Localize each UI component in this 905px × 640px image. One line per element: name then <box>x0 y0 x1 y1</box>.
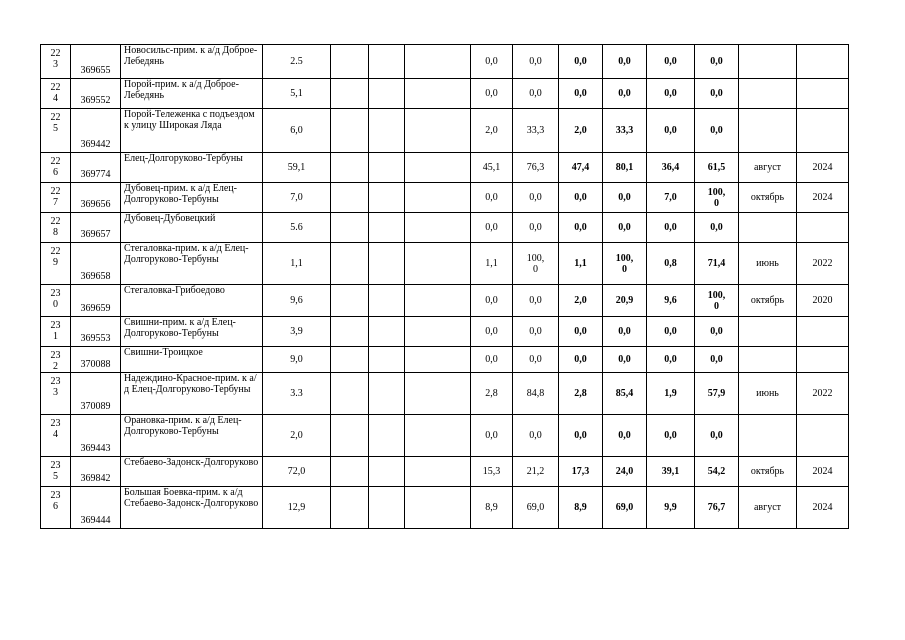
road-length: 6,0 <box>263 109 331 153</box>
empty-cell <box>405 243 471 285</box>
table-row <box>41 153 849 183</box>
empty-cell <box>331 45 369 79</box>
value-2: 33,3 <box>513 109 559 153</box>
road-code: 369442 <box>71 109 121 153</box>
repair-month <box>739 415 797 457</box>
table-row <box>41 213 849 243</box>
empty-cell <box>369 415 405 457</box>
repair-year <box>797 415 849 457</box>
row-number: 23 3 <box>41 373 71 415</box>
value-4: 24,0 <box>603 457 647 487</box>
value-5: 0,0 <box>647 317 695 347</box>
row-number: 22 8 <box>41 213 71 243</box>
repair-year: 2022 <box>797 243 849 285</box>
value-2: 76,3 <box>513 153 559 183</box>
row-number: 22 3 <box>41 45 71 79</box>
empty-cell <box>331 183 369 213</box>
empty-cell <box>405 153 471 183</box>
value-1: 0,0 <box>471 317 513 347</box>
value-1: 2,0 <box>471 109 513 153</box>
road-code: 370088 <box>71 347 121 373</box>
empty-cell <box>405 213 471 243</box>
road-table <box>40 44 849 529</box>
road-name: Стебаево-Задонск-Долгоруково <box>121 457 263 487</box>
value-5: 0,0 <box>647 213 695 243</box>
repair-month: август <box>739 153 797 183</box>
repair-month: июнь <box>739 373 797 415</box>
value-2: 84,8 <box>513 373 559 415</box>
value-1: 0,0 <box>471 183 513 213</box>
value-2: 0,0 <box>513 45 559 79</box>
empty-cell <box>369 243 405 285</box>
repair-month <box>739 317 797 347</box>
empty-cell <box>405 457 471 487</box>
repair-month: июнь <box>739 243 797 285</box>
empty-cell <box>331 243 369 285</box>
road-name: Орановка-прим. к а/д Елец-Долгоруково-Тербуны <box>121 415 263 457</box>
value-5: 1,9 <box>647 373 695 415</box>
empty-cell <box>405 45 471 79</box>
empty-cell <box>331 153 369 183</box>
value-5: 0,0 <box>647 45 695 79</box>
value-6: 0,0 <box>695 45 739 79</box>
value-3: 47,4 <box>559 153 603 183</box>
road-length: 72,0 <box>263 457 331 487</box>
repair-year: 2024 <box>797 153 849 183</box>
value-6: 100, 0 <box>695 285 739 317</box>
empty-cell <box>405 487 471 529</box>
row-number: 22 6 <box>41 153 71 183</box>
value-2: 21,2 <box>513 457 559 487</box>
repair-month <box>739 45 797 79</box>
road-length: 59,1 <box>263 153 331 183</box>
value-1: 2,8 <box>471 373 513 415</box>
road-name: Порой-прим. к а/д Доброе-Лебедянь <box>121 79 263 109</box>
row-number: 23 0 <box>41 285 71 317</box>
value-4: 20,9 <box>603 285 647 317</box>
table-row <box>41 285 849 317</box>
repair-year <box>797 45 849 79</box>
value-1: 15,3 <box>471 457 513 487</box>
empty-cell <box>405 415 471 457</box>
row-number: 23 4 <box>41 415 71 457</box>
row-number: 22 4 <box>41 79 71 109</box>
road-length: 3,9 <box>263 317 331 347</box>
value-3: 0,0 <box>559 213 603 243</box>
empty-cell <box>405 79 471 109</box>
value-5: 39,1 <box>647 457 695 487</box>
road-code: 369655 <box>71 45 121 79</box>
row-number: 22 7 <box>41 183 71 213</box>
empty-cell <box>331 487 369 529</box>
road-name: Дубовец-прим. к а/д Елец-Долгоруково-Тербуны <box>121 183 263 213</box>
row-number: 22 5 <box>41 109 71 153</box>
value-3: 17,3 <box>559 457 603 487</box>
table-row <box>41 487 849 529</box>
value-1: 0,0 <box>471 415 513 457</box>
empty-cell <box>369 79 405 109</box>
repair-month: октябрь <box>739 457 797 487</box>
road-name: Новосильс-прим. к а/д Доброе-Лебедянь <box>121 45 263 79</box>
row-number: 23 2 <box>41 347 71 373</box>
value-6: 0,0 <box>695 347 739 373</box>
value-6: 0,0 <box>695 109 739 153</box>
road-code: 369444 <box>71 487 121 529</box>
value-4: 0,0 <box>603 45 647 79</box>
empty-cell <box>405 285 471 317</box>
repair-year: 2020 <box>797 285 849 317</box>
value-2: 69,0 <box>513 487 559 529</box>
value-3: 0,0 <box>559 317 603 347</box>
road-code: 369658 <box>71 243 121 285</box>
value-3: 0,0 <box>559 45 603 79</box>
road-length: 12,9 <box>263 487 331 529</box>
value-1: 0,0 <box>471 79 513 109</box>
value-1: 0,0 <box>471 285 513 317</box>
empty-cell <box>405 317 471 347</box>
repair-year: 2022 <box>797 373 849 415</box>
value-4: 33,3 <box>603 109 647 153</box>
repair-year <box>797 109 849 153</box>
table-row <box>41 373 849 415</box>
empty-cell <box>369 285 405 317</box>
road-name: Надеждино-Красное-прим. к а/д Елец-Долгоруково-Тербуны <box>121 373 263 415</box>
repair-year <box>797 317 849 347</box>
road-length: 9,6 <box>263 285 331 317</box>
repair-year: 2024 <box>797 487 849 529</box>
empty-cell <box>331 457 369 487</box>
table-row <box>41 109 849 153</box>
empty-cell <box>331 317 369 347</box>
road-name: Стегаловка-Грибоедово <box>121 285 263 317</box>
empty-cell <box>405 109 471 153</box>
value-5: 0,0 <box>647 347 695 373</box>
empty-cell <box>331 415 369 457</box>
value-4: 85,4 <box>603 373 647 415</box>
value-5: 9,6 <box>647 285 695 317</box>
table-row <box>41 347 849 373</box>
value-6: 0,0 <box>695 415 739 457</box>
value-1: 45,1 <box>471 153 513 183</box>
repair-year: 2024 <box>797 183 849 213</box>
road-name: Дубовец-Дубовецкий <box>121 213 263 243</box>
repair-month <box>739 213 797 243</box>
road-name: Елец-Долгоруково-Тербуны <box>121 153 263 183</box>
value-3: 8,9 <box>559 487 603 529</box>
value-5: 0,0 <box>647 415 695 457</box>
value-5: 0,0 <box>647 79 695 109</box>
empty-cell <box>405 183 471 213</box>
value-6: 61,5 <box>695 153 739 183</box>
road-code: 369656 <box>71 183 121 213</box>
value-2: 0,0 <box>513 79 559 109</box>
repair-year <box>797 347 849 373</box>
repair-year: 2024 <box>797 457 849 487</box>
value-6: 0,0 <box>695 317 739 347</box>
road-code: 369842 <box>71 457 121 487</box>
value-5: 7,0 <box>647 183 695 213</box>
value-4: 69,0 <box>603 487 647 529</box>
value-6: 0,0 <box>695 213 739 243</box>
value-4: 0,0 <box>603 183 647 213</box>
repair-month <box>739 109 797 153</box>
empty-cell <box>369 183 405 213</box>
value-6: 57,9 <box>695 373 739 415</box>
empty-cell <box>369 45 405 79</box>
value-5: 36,4 <box>647 153 695 183</box>
repair-month: август <box>739 487 797 529</box>
empty-cell <box>369 373 405 415</box>
value-3: 0,0 <box>559 183 603 213</box>
value-4: 0,0 <box>603 415 647 457</box>
empty-cell <box>369 109 405 153</box>
value-4: 0,0 <box>603 79 647 109</box>
empty-cell <box>405 373 471 415</box>
value-2: 0,0 <box>513 285 559 317</box>
road-name: Свишни-прим. к а/д Елец-Долгоруково-Тербуны <box>121 317 263 347</box>
table-row <box>41 79 849 109</box>
empty-cell <box>331 109 369 153</box>
road-length: 2,0 <box>263 415 331 457</box>
table-row <box>41 243 849 285</box>
empty-cell <box>331 285 369 317</box>
value-4: 100, 0 <box>603 243 647 285</box>
road-code: 369553 <box>71 317 121 347</box>
empty-cell <box>405 347 471 373</box>
table-row <box>41 457 849 487</box>
empty-cell <box>331 373 369 415</box>
value-1: 1,1 <box>471 243 513 285</box>
value-3: 0,0 <box>559 79 603 109</box>
value-3: 2,0 <box>559 285 603 317</box>
road-length: 5.6 <box>263 213 331 243</box>
table-body <box>41 45 849 529</box>
road-code: 369659 <box>71 285 121 317</box>
value-1: 0,0 <box>471 213 513 243</box>
road-code: 370089 <box>71 373 121 415</box>
value-5: 0,8 <box>647 243 695 285</box>
repair-month <box>739 347 797 373</box>
repair-month: октябрь <box>739 285 797 317</box>
value-2: 0,0 <box>513 183 559 213</box>
repair-month <box>739 79 797 109</box>
empty-cell <box>369 317 405 347</box>
road-name: Свишни-Троицкое <box>121 347 263 373</box>
empty-cell <box>331 347 369 373</box>
value-4: 80,1 <box>603 153 647 183</box>
road-code: 369657 <box>71 213 121 243</box>
value-3: 2,8 <box>559 373 603 415</box>
value-1: 0,0 <box>471 45 513 79</box>
value-5: 9,9 <box>647 487 695 529</box>
table-row <box>41 415 849 457</box>
value-2: 0,0 <box>513 415 559 457</box>
repair-year <box>797 79 849 109</box>
road-length: 2.5 <box>263 45 331 79</box>
value-3: 0,0 <box>559 415 603 457</box>
repair-year <box>797 213 849 243</box>
value-2: 0,0 <box>513 317 559 347</box>
value-5: 0,0 <box>647 109 695 153</box>
value-3: 2,0 <box>559 109 603 153</box>
road-name: Стегаловка-прим. к а/д Елец-Долгоруково-Тербуны <box>121 243 263 285</box>
value-4: 0,0 <box>603 317 647 347</box>
value-6: 71,4 <box>695 243 739 285</box>
value-4: 0,0 <box>603 213 647 243</box>
value-6: 100, 0 <box>695 183 739 213</box>
value-6: 54,2 <box>695 457 739 487</box>
table-row <box>41 183 849 213</box>
road-length: 9,0 <box>263 347 331 373</box>
value-6: 0,0 <box>695 79 739 109</box>
value-3: 1,1 <box>559 243 603 285</box>
road-length: 5,1 <box>263 79 331 109</box>
row-number: 23 1 <box>41 317 71 347</box>
row-number: 23 6 <box>41 487 71 529</box>
empty-cell <box>331 79 369 109</box>
road-name: Большая Боевка-прим. к а/д Стебаево-Задонск-Долгоруково <box>121 487 263 529</box>
empty-cell <box>369 347 405 373</box>
road-code: 369774 <box>71 153 121 183</box>
value-2: 100, 0 <box>513 243 559 285</box>
road-length: 3.3 <box>263 373 331 415</box>
road-code: 369552 <box>71 79 121 109</box>
empty-cell <box>369 457 405 487</box>
value-4: 0,0 <box>603 347 647 373</box>
row-number: 22 9 <box>41 243 71 285</box>
empty-cell <box>369 213 405 243</box>
road-length: 7,0 <box>263 183 331 213</box>
value-1: 8,9 <box>471 487 513 529</box>
table-row <box>41 317 849 347</box>
empty-cell <box>331 213 369 243</box>
value-6: 76,7 <box>695 487 739 529</box>
road-length: 1,1 <box>263 243 331 285</box>
road-name: Порой-Тележенка с подъездом к улицу Широкая Ляда <box>121 109 263 153</box>
table-row <box>41 45 849 79</box>
value-2: 0,0 <box>513 347 559 373</box>
empty-cell <box>369 487 405 529</box>
repair-month: октябрь <box>739 183 797 213</box>
road-code: 369443 <box>71 415 121 457</box>
value-2: 0,0 <box>513 213 559 243</box>
row-number: 23 5 <box>41 457 71 487</box>
empty-cell <box>369 153 405 183</box>
value-3: 0,0 <box>559 347 603 373</box>
value-1: 0,0 <box>471 347 513 373</box>
